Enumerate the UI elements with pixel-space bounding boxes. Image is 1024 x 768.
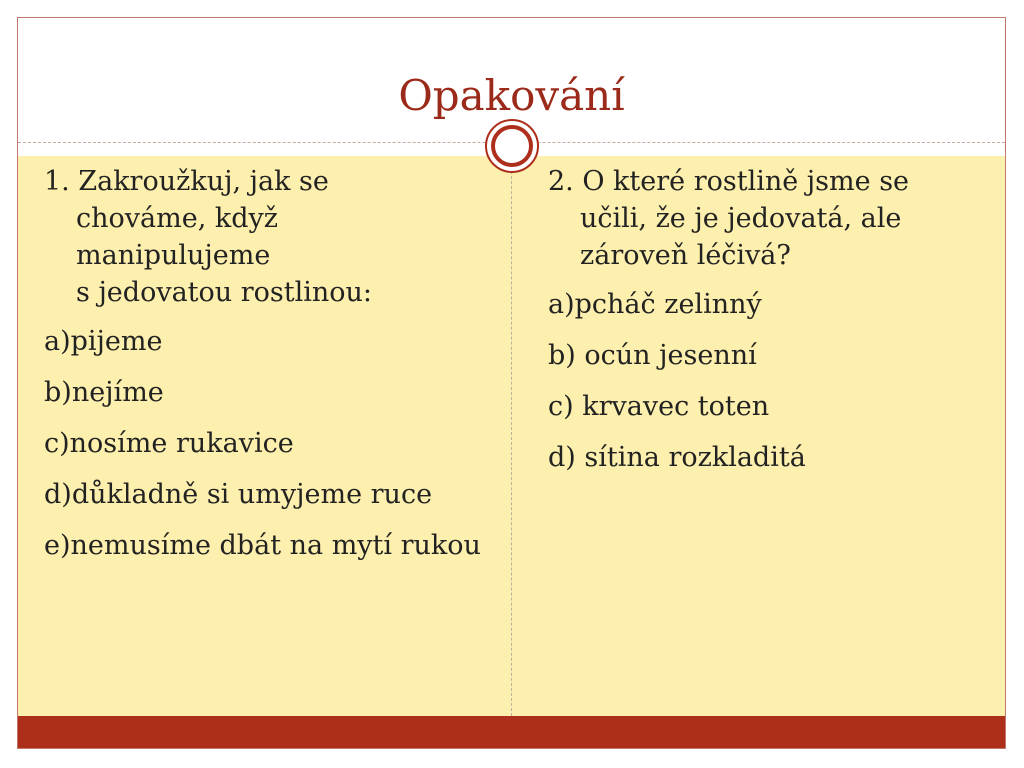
question-1-option-d: d)důkladně si umyjeme ruce (44, 479, 433, 510)
question-1-option-b: b)nejíme (44, 377, 164, 408)
question-1-option-a: a)pijeme (44, 326, 163, 357)
question-1-option-e: e)nemusíme dbát na mytí rukou (44, 530, 481, 561)
column-divider (511, 156, 512, 716)
question-2-line-2: učili, že je jedovatá, ale (580, 203, 902, 234)
question-2-line-1: 2. O které rostlině jsme se (548, 166, 910, 197)
footer-bar (18, 716, 1005, 748)
question-1-option-c: c)nosíme rukavice (44, 428, 294, 459)
double-ring-ornament-icon (484, 118, 540, 174)
question-1-text (44, 163, 484, 311)
question-2-text (548, 163, 988, 274)
question-2-option-d: d) sítina rozkladitá (548, 442, 806, 473)
question-2-line-3: zároveň léčivá? (580, 240, 791, 271)
question-1-line-4: s jedovatou rostlinou: (76, 277, 373, 308)
question-1-column (44, 163, 484, 578)
question-1-line-1: 1. Zakroužkuj, jak se (44, 166, 329, 197)
question-1-line-3: manipulujeme (76, 240, 271, 271)
question-2-option-b: b) ocún jesenní (548, 340, 757, 371)
question-2-column (548, 163, 988, 490)
slide-title: Opakování (398, 71, 625, 120)
question-2-option-c: c) krvavec toten (548, 391, 770, 422)
question-2-option-a: a)pcháč zelinný (548, 289, 762, 320)
question-1-line-2: chováme, když (76, 203, 278, 234)
